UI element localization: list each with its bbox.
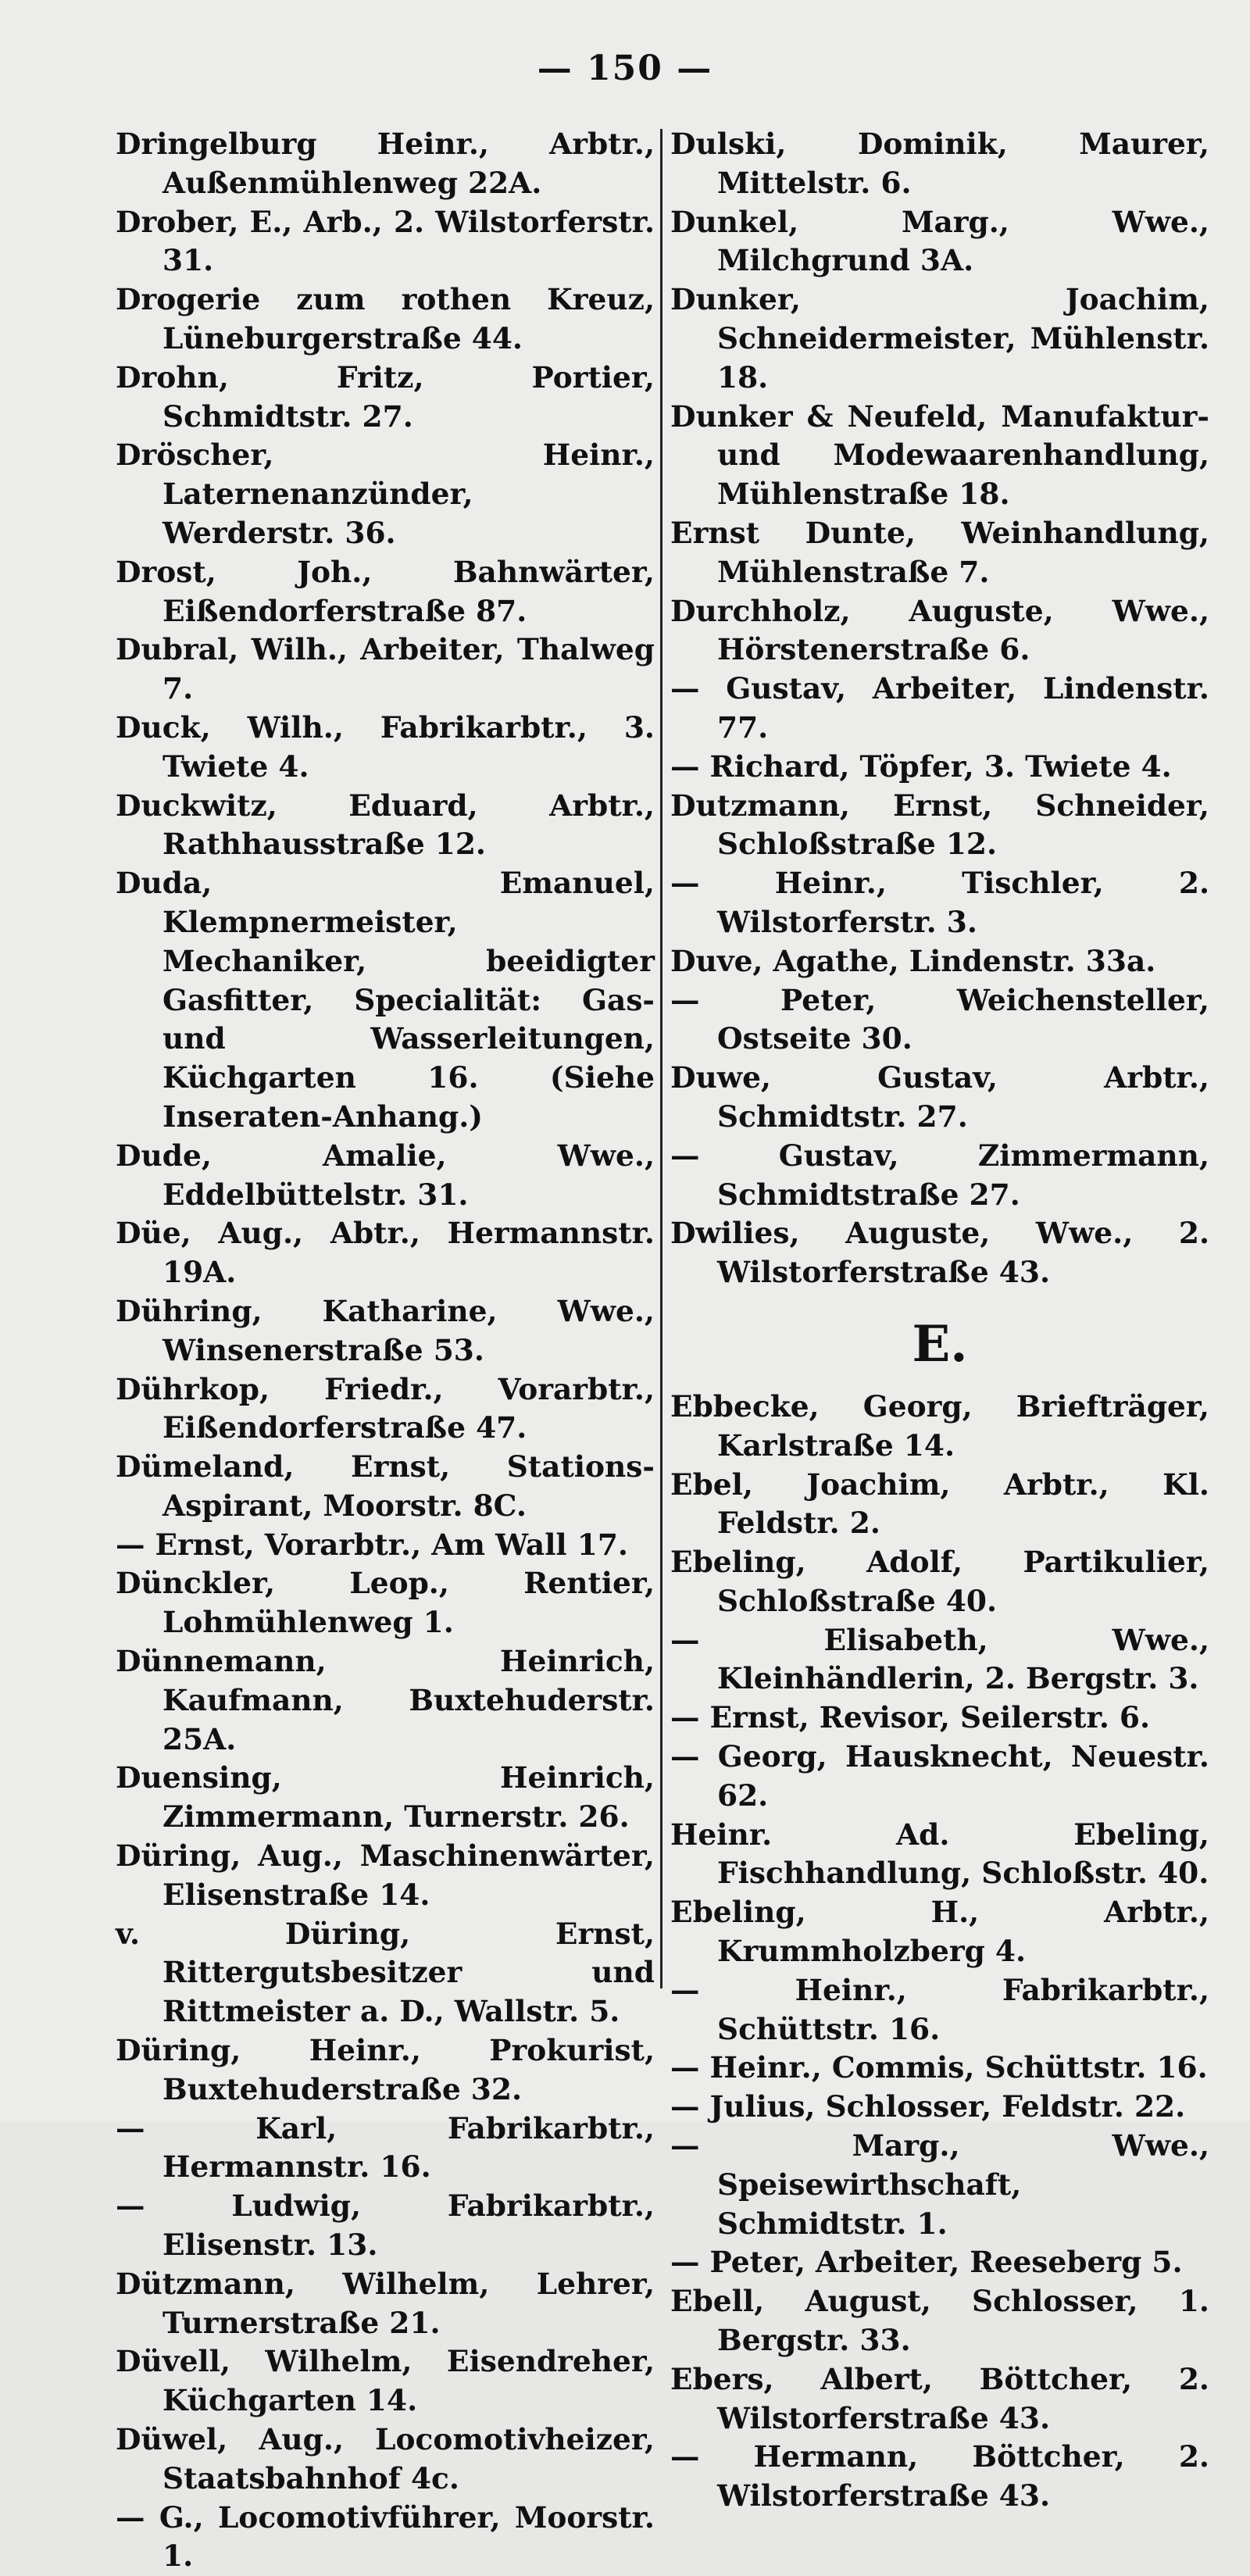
directory-entry: Dude, Amalie, Wwe., Eddelbüttelstr. 31. [116, 1138, 655, 1212]
directory-entry: — Hermann, Böttcher, 2. Wilstorferstraße 43. [670, 2439, 1209, 2513]
directory-entry: — Ernst, Revisor, Seilerstr. 6. [670, 1700, 1151, 1735]
directory-entry: Dringelburg Heinr., Arbtr., Außenmühlenweg 22A. [116, 127, 655, 200]
right-column [670, 125, 1209, 2516]
section-heading-e: E. [912, 1314, 968, 1374]
directory-entry: Drohn, Fritz, Portier, Schmidtstr. 27. [116, 359, 655, 434]
directory-entry: Dunkel, Marg., Wwe., Milchgrund 3A. [670, 204, 1209, 278]
directory-entry: Ernst Dunte, Weinhandlung, Mühlenstraße 7. [670, 515, 1209, 589]
directory-entry: Dünckler, Leop., Rentier, Lohmühlenweg 1. [116, 1566, 655, 1640]
directory-entry: Duda, Emanuel, Klempnermeister, Mechaniker, beeidigter Gasfitter, Specialität: Gas- und Wasserleitungen, Küchgarten 16. (Siehe Inseraten-Anhang.) [116, 866, 655, 1134]
directory-entry: Dührkop, Friedr., Vorarbtr., Eißendorferstraße 47. [116, 1371, 655, 1445]
directory-entry: Duck, Wilh., Fabrikarbtr., 3. Twiete 4. [116, 709, 655, 784]
directory-entry: Dühring, Katharine, Wwe., Winsenerstraße 53. [116, 1293, 655, 1367]
column-divider [660, 129, 662, 1988]
directory-entry: Duwe, Gustav, Arbtr., Schmidtstr. 27. [670, 1060, 1209, 1134]
directory-entry: Dützmann, Wilhelm, Lehrer, Turnerstraße 21. [116, 2266, 655, 2340]
directory-entry: — Elisabeth, Wwe., Kleinhändlerin, 2. Bergstr. 3. [670, 1622, 1209, 1696]
directory-entry: — Gustav, Zimmermann, Schmidtstraße 27. [670, 1138, 1209, 1212]
directory-entry: Dröscher, Heinr., Laternenanzünder, Werderstr. 36. [116, 438, 655, 550]
directory-entry: — Julius, Schlosser, Feldstr. 22. [670, 2089, 1186, 2124]
directory-entry: Drogerie zum rothen Kreuz, Lüneburgerstraße 44. [116, 282, 655, 355]
directory-entry: Dümeland, Ernst, Stations-Aspirant, Moorstr. 8C. [116, 1449, 655, 1523]
directory-entry: Düvell, Wilhelm, Eisendreher, Küchgarten 14. [116, 2344, 655, 2418]
directory-entry: Durchholz, Auguste, Wwe., Hörstenerstraße 6. [670, 593, 1209, 667]
directory-entry: — Heinr., Commis, Schüttstr. 16. [670, 2050, 1208, 2085]
directory-entry: — Karl, Fabrikarbtr., Hermannstr. 16. [116, 2110, 655, 2185]
directory-entry: — Ludwig, Fabrikarbtr., Elisenstr. 13. [116, 2188, 655, 2263]
directory-entry: Ebeling, Adolf, Partikulier, Schloßstraße 40. [670, 1545, 1209, 1618]
directory-entry: v. Düring, Ernst, Rittergutsbesitzer und Rittmeister a. D., Wallstr. 5. [116, 1916, 655, 2029]
directory-entry: Ebell, August, Schlosser, 1. Bergstr. 33. [670, 2284, 1209, 2358]
directory-entry: Düe, Aug., Abtr., Hermannstr. 19A. [116, 1216, 655, 1290]
directory-entry: — Marg., Wwe., Speisewirthschaft, Schmidtstr. 1. [670, 2128, 1209, 2241]
directory-entry: Dünnemann, Heinrich, Kaufmann, Buxtehuderstr. 25A. [116, 1644, 655, 1756]
directory-entry: — Peter, Weichensteller, Ostseite 30. [670, 982, 1209, 1056]
directory-entry: — Heinr., Tischler, 2. Wilstorferstr. 3. [670, 866, 1209, 939]
directory-entry: Duckwitz, Eduard, Arbtr., Rathhausstraße 12. [116, 788, 655, 862]
page-number: — 150 — [537, 48, 713, 88]
directory-entry: Ebel, Joachim, Arbtr., Kl. Feldstr. 2. [670, 1467, 1209, 1541]
directory-entry: Duensing, Heinrich, Zimmermann, Turnerstr. 26. [116, 1760, 655, 1835]
directory-entry: — G., Locomotivführer, Moorstr. 1. [116, 2499, 655, 2574]
directory-entry: — Gustav, Arbeiter, Lindenstr. 77. [670, 671, 1209, 745]
directory-entry: — Georg, Hausknecht, Neuestr. 62. [670, 1739, 1209, 1813]
directory-entry: — Peter, Arbeiter, Reeseberg 5. [670, 2245, 1183, 2280]
directory-entry: — Richard, Töpfer, 3. Twiete 4. [670, 749, 1172, 784]
directory-entry: Ebeling, H., Arbtr., Krummholzberg 4. [670, 1895, 1209, 1969]
directory-entry: Dutzmann, Ernst, Schneider, Schloßstraße 12. [670, 788, 1209, 862]
directory-entry: Düwel, Aug., Locomotivheizer, Staatsbahnhof 4c. [116, 2422, 655, 2496]
directory-entry: — Heinr., Fabrikarbtr., Schüttstr. 16. [670, 1972, 1209, 2046]
directory-entry: Dwilies, Auguste, Wwe., 2. Wilstorferstraße 43. [670, 1216, 1209, 1290]
directory-entry: Duve, Agathe, Lindenstr. 33a. [670, 943, 1156, 978]
directory-entry: Dunker & Neufeld, Manufaktur- und Modewaarenhandlung, Mühlenstraße 18. [670, 398, 1209, 512]
directory-entry: Drober, E., Arb., 2. Wilstorferstr. 31. [116, 204, 655, 278]
directory-entry: Drost, Joh., Bahnwärter, Eißendorferstraße 87. [116, 554, 655, 628]
directory-entry: Ebbecke, Georg, Briefträger, Karlstraße 14. [670, 1388, 1209, 1463]
directory-entry: Düring, Heinr., Prokurist, Buxtehuderstraße 32. [116, 2033, 655, 2106]
directory-entry: Dulski, Dominik, Maurer, Mittelstr. 6. [670, 127, 1209, 200]
directory-entry: Ebers, Albert, Böttcher, 2. Wilstorferstraße 43. [670, 2361, 1209, 2435]
left-column [116, 125, 655, 2576]
directory-entry: Düring, Aug., Maschinenwärter, Elisenstraße 14. [116, 1838, 655, 1912]
directory-entry: Heinr. Ad. Ebeling, Fischhandlung, Schloßstr. 40. [670, 1817, 1209, 1891]
directory-entry: — Ernst, Vorarbtr., Am Wall 17. [116, 1527, 628, 1562]
directory-entry: Dunker, Joachim, Schneidermeister, Mühlenstr. 18. [670, 282, 1209, 395]
directory-entry: Dubral, Wilh., Arbeiter, Thalweg 7. [116, 632, 655, 706]
